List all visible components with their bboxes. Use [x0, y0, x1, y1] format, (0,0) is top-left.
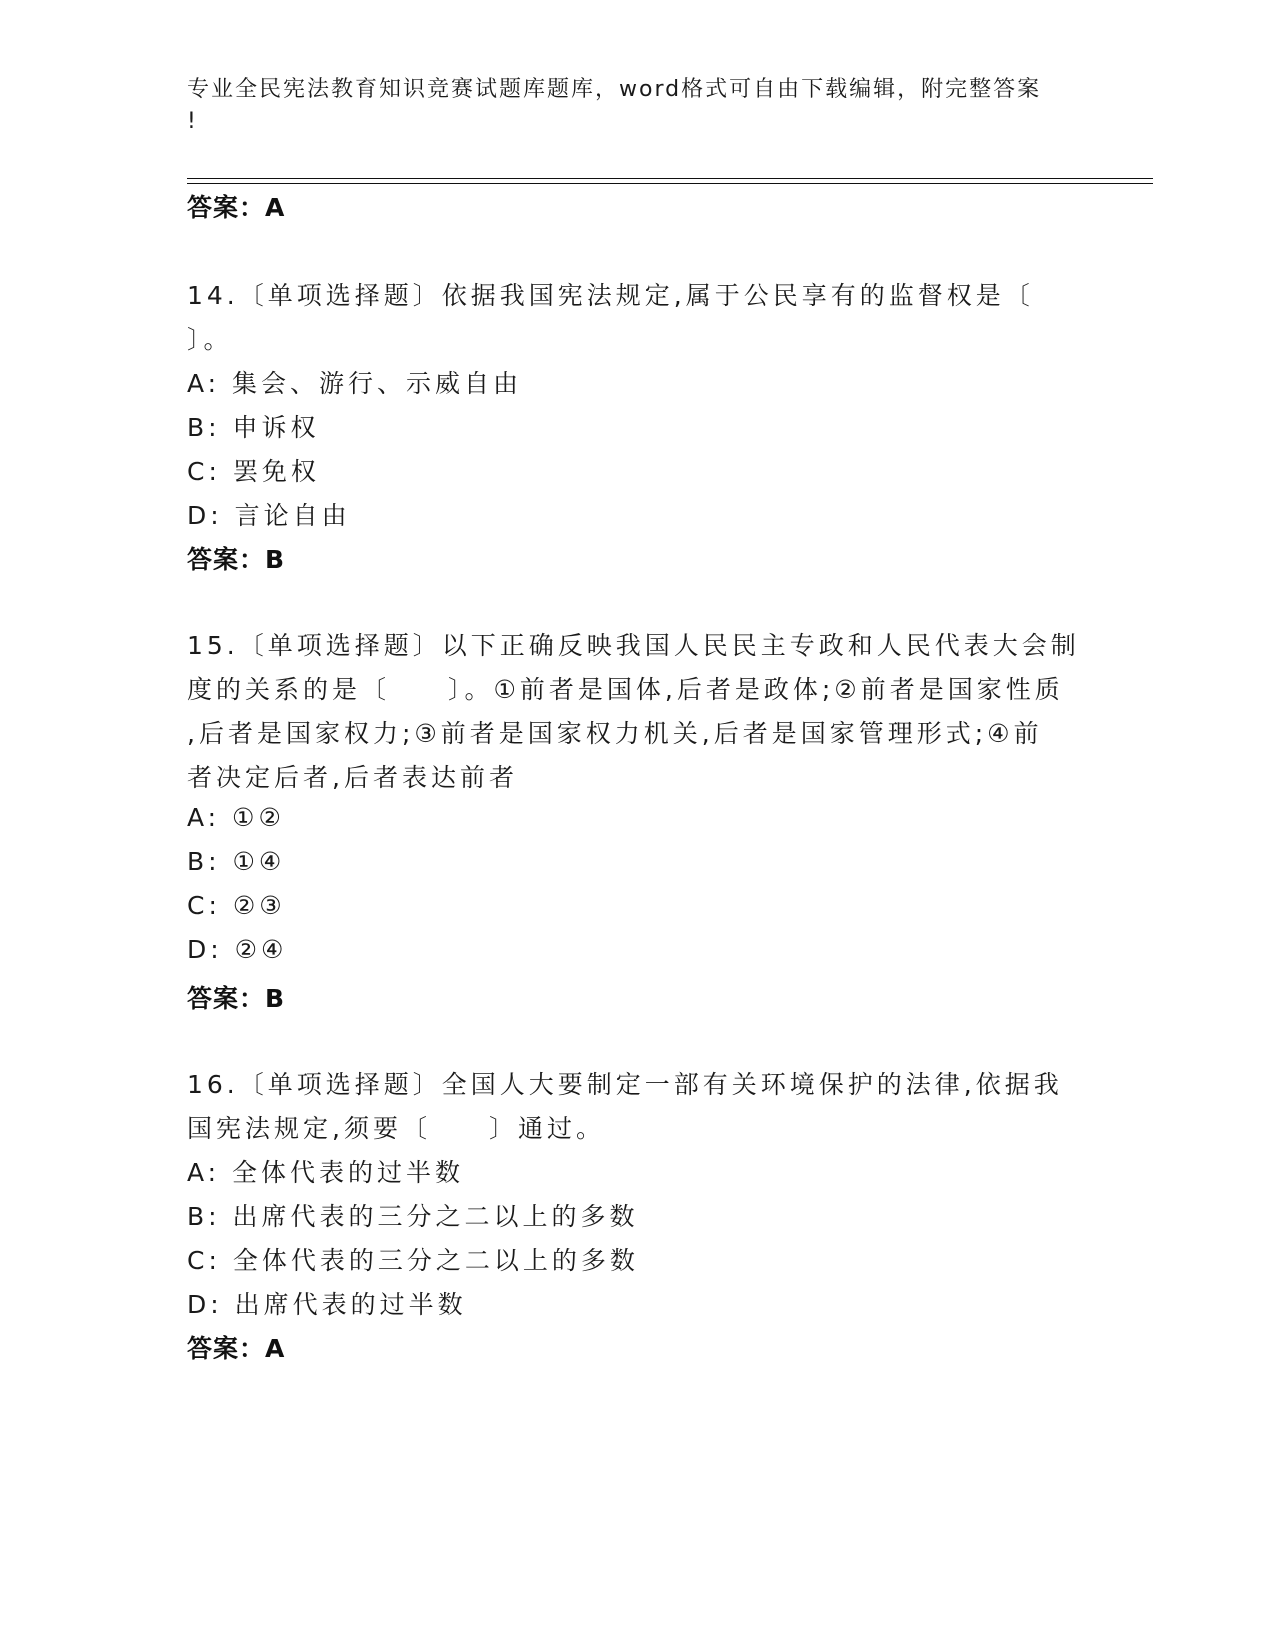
option-a: A: 集会、游行、示威自由	[187, 369, 523, 398]
option-b: B: 出席代表的三分之二以上的多数	[187, 1202, 639, 1231]
header-rule-bottom	[187, 183, 1153, 184]
question-stem-line: 者决定后者,后者表达前者	[187, 763, 518, 792]
option-c: C: 全体代表的三分之二以上的多数	[187, 1246, 639, 1275]
question-stem-line: 16.〔单项选择题〕全国人大要制定一部有关环境保护的法律,依据我	[187, 1070, 1063, 1099]
option-d: D: 出席代表的过半数	[187, 1290, 467, 1319]
option-b: B: 申诉权	[187, 413, 320, 442]
question-stem-line: 14.〔单项选择题〕依据我国宪法规定,属于公民享有的监督权是〔	[187, 281, 1034, 310]
previous-answer: 答案：A	[187, 193, 286, 222]
question-stem-line: 15.〔单项选择题〕以下正确反映我国人民民主专政和人民代表大会制	[187, 631, 1080, 660]
answer: 答案：B	[187, 984, 286, 1013]
document-header	[187, 74, 1057, 138]
option-a: A: 全体代表的过半数	[187, 1158, 465, 1187]
option-d: D: 言论自由	[187, 501, 351, 530]
answer: 答案：B	[187, 545, 286, 574]
header-title-end: !	[187, 109, 198, 134]
option-d: D: ②④	[187, 935, 288, 964]
answer: 答案：A	[187, 1334, 286, 1363]
header-rule-top	[187, 178, 1153, 179]
option-a: A: ①②	[187, 803, 285, 832]
option-b: B: ①④	[187, 847, 286, 876]
question-stem-line: 国宪法规定,须要〔 〕通过。	[187, 1114, 605, 1143]
question-stem-line: 度的关系的是〔 〕。①前者是国体,后者是政体;②前者是国家性质	[187, 675, 1064, 704]
option-c: C: 罢免权	[187, 457, 320, 486]
question-stem-line: ,后者是国家权力;③前者是国家权力机关,后者是国家管理形式;④前	[187, 719, 1043, 748]
header-title: 专业全民宪法教育知识竞赛试题库题库，word格式可自由下载编辑，附完整答案	[187, 77, 1042, 102]
option-c: C: ②③	[187, 891, 286, 920]
question-stem-line: 〕。	[187, 325, 233, 354]
